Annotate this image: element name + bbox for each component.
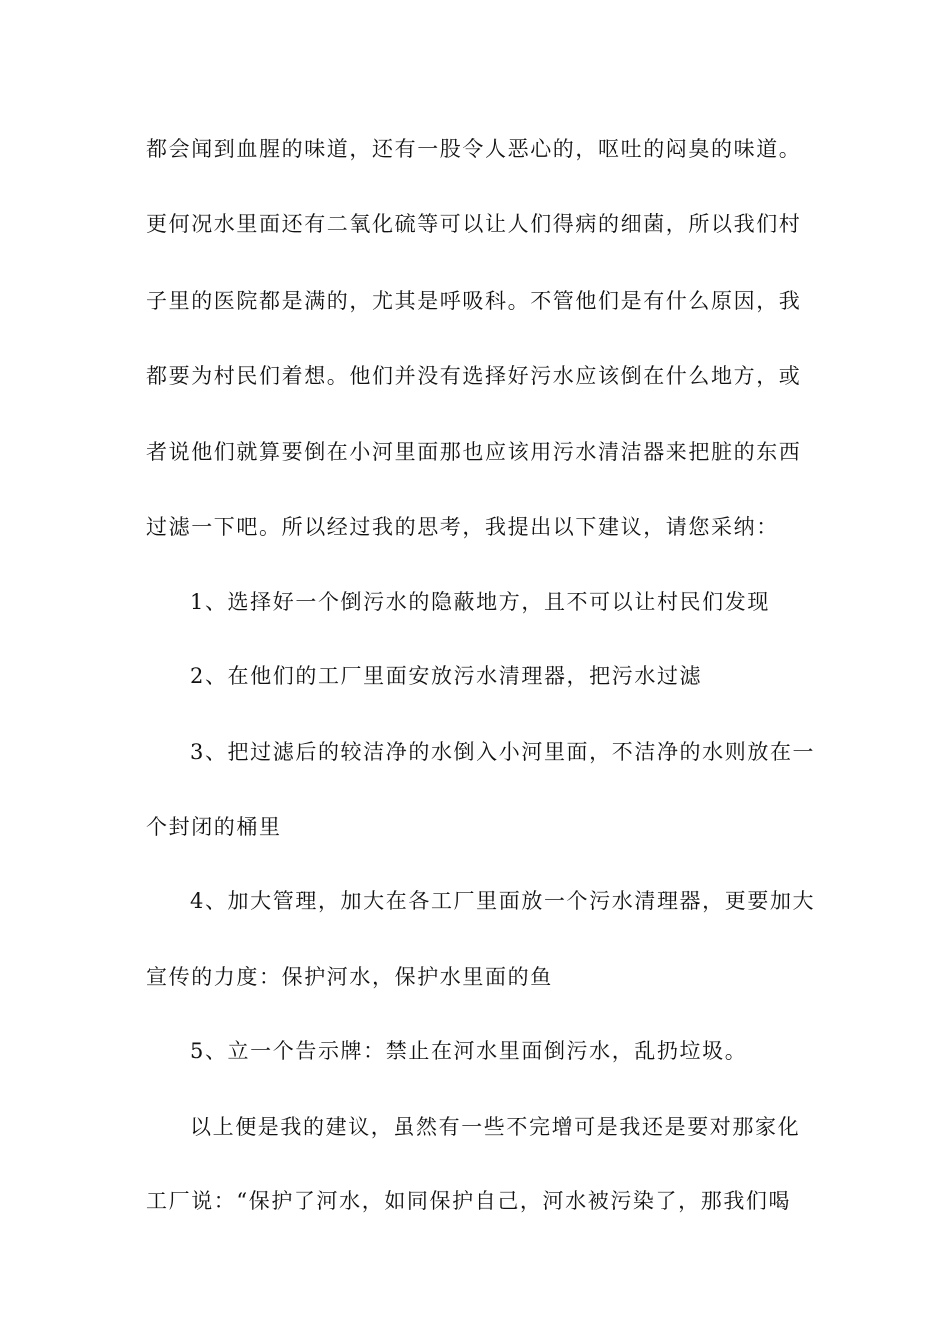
suggestion-item-5: 5、立一个告示牌：禁止在河水里面倒污水，乱扔垃圾。 — [190, 1039, 748, 1063]
paragraph-line: 子里的医院都是满的，尤其是呼吸科。不管他们是有什么原因，我 — [146, 289, 802, 313]
suggestion-item-1: 1、选择好一个倒污水的隐蔽地方，且不可以让村民们发现 — [190, 590, 770, 614]
paragraph-line: 都要为村民们着想。他们并没有选择好污水应该倒在什么地方，或 — [146, 364, 802, 388]
suggestion-item-2: 2、在他们的工厂里面安放污水清理器，把污水过滤 — [190, 664, 703, 688]
closing-paragraph-line: 工厂说：“保护了河水，如同保护自己，河水被污染了，那我们喝 — [146, 1189, 792, 1213]
suggestion-item-4: 4、加大管理，加大在各工厂里面放一个污水清理器，更要加大 — [190, 889, 816, 913]
paragraph-line: 都会闻到血腥的味道，还有一股令人恶心的，呕吐的闷臭的味道。 — [146, 137, 802, 161]
suggestion-item-3-continued: 个封闭的桶里 — [146, 815, 282, 839]
closing-paragraph-line: 以上便是我的建议，虽然有一些不完增可是我还是要对那家化 — [190, 1115, 801, 1139]
paragraph-line: 更何况水里面还有二氧化硫等可以让人们得病的细菌，所以我们村 — [146, 212, 802, 236]
suggestion-item-4-continued: 宣传的力度：保护河水，保护水里面的鱼 — [146, 965, 553, 989]
paragraph-line: 过滤一下吧。所以经过我的思考，我提出以下建议，请您采纳： — [146, 515, 779, 539]
suggestion-item-3: 3、把过滤后的较洁净的水倒入小河里面，不洁净的水则放在一 — [190, 740, 816, 764]
paragraph-line: 者说他们就算要倒在小河里面那也应该用污水清洁器来把脏的东西 — [146, 440, 802, 464]
